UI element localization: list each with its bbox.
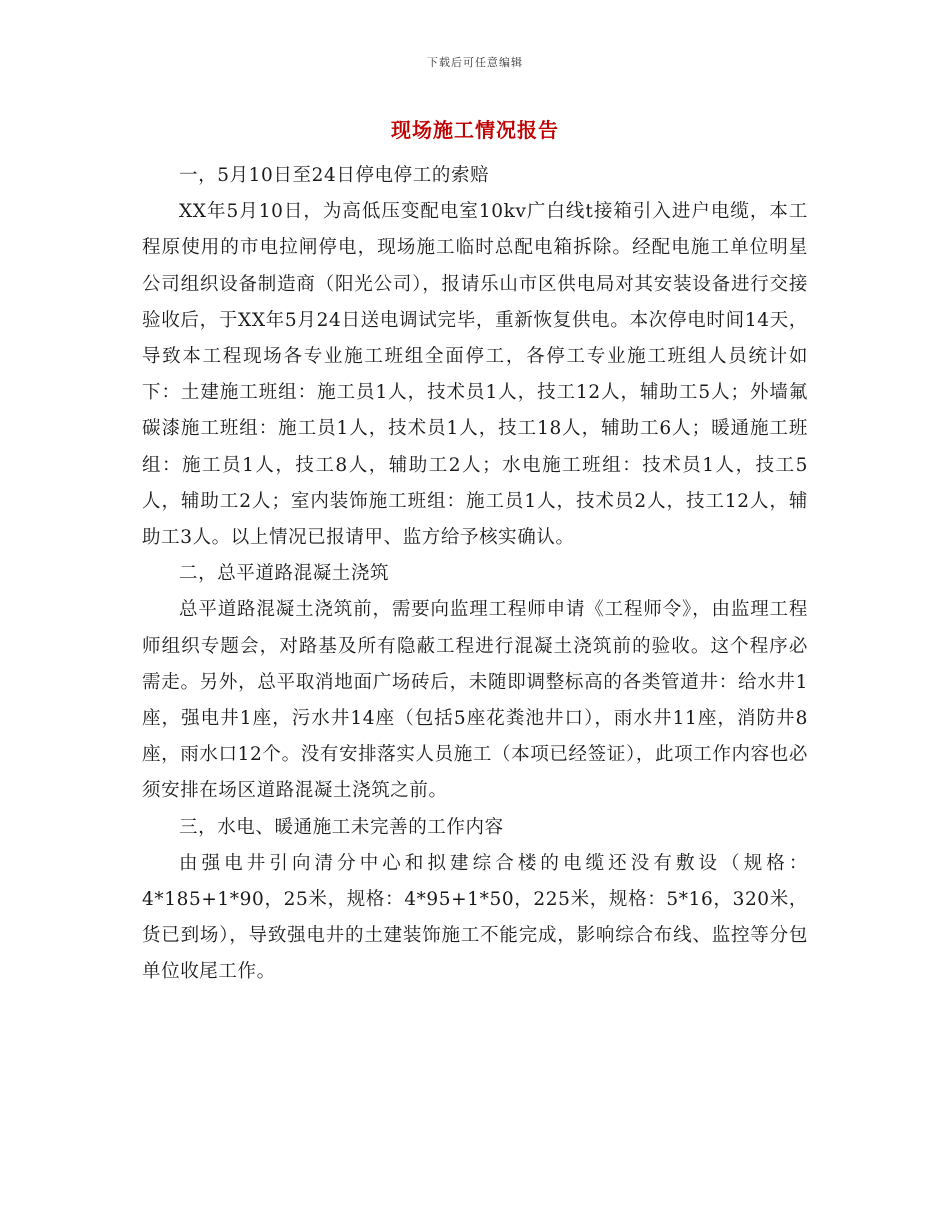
document-title: 现场施工情况报告: [391, 118, 559, 142]
section-heading-3: 三，水电、暖通施工未完善的工作内容: [179, 816, 504, 838]
paragraph-2: 总平道路混凝土浇筑前，需要向监理工程师申请《工程师令》，由监理工程师组织专题会，对路基及所有隐蔽工程进行混凝土浇筑前的验收。这个程序必需走。另外，总平取消地面广场砖后，未随即调整标高的各类管道井：给水井1座，强电井1座，污水井14座（包括5座花粪池井口），雨水井11座，消防井8座，雨水口12个。没有安排落实人员施工（本项已经签证），此项工作内容也必须安排在场区道路混凝土浇筑之前。: [142, 599, 808, 802]
paragraph-3: 由强电井引向清分中心和拟建综合楼的电缆还没有敷设（规格：4*185+1*90，25米，规格：4*95+1*50，225米，规格：5*16，320米，货已到场），导致强电井的土建装饰施工不能完成，影响综合布线、监控等分包单位收尾工作。: [142, 852, 808, 983]
section-heading-2: 二，总平道路混凝土浇筑: [179, 563, 390, 585]
header-note: 下载后可任意编辑: [427, 56, 523, 69]
section-heading-1: 一，5月10日至24日停电停工的索赔: [179, 165, 490, 186]
paragraph-1: XX年5月10日，为高低压变配电室10kv广白线t接箱引入进户电缆，本工程原使用的市电拉闸停电，现场施工临时总配电箱拆除。经配电施工单位明星公司组织设备制造商（阳光公司），报请乐山市区供电局对其安装设备进行交接验收后，于XX年5月24日送电调试完毕，重新恢复供电。本次停电时间14天，导致本工程现场各专业施工班组全面停工，各停工专业施工班组人员统计如下：土建施工班组：施工员1人，技术员1人，技工12人，辅助工5人；外墙氟碳漆施工班组：施工员1人，技术员1人，技工18人，辅助工6人；暖通施工班组：施工员1人，技工8人，辅助工2人；水电施工班组：技术员1人，技工5人，辅助工2人；室内装饰施工班组：施工员1人，技术员2人，技工12人，辅助工3人。以上情况已报请甲、监方给予核实确认。: [142, 201, 808, 549]
document-body: [142, 158, 808, 991]
